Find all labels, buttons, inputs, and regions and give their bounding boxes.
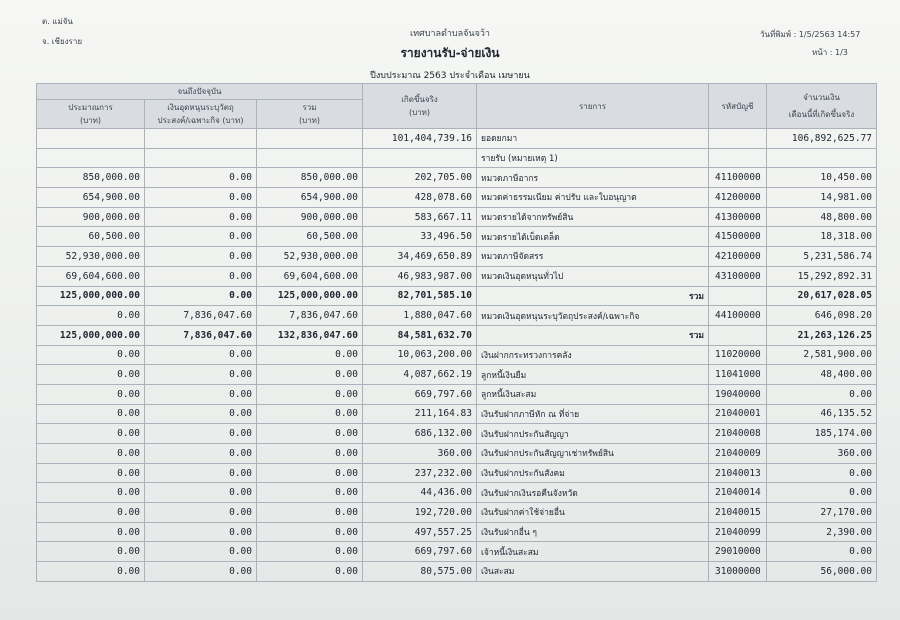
account-code-cell: 41500000 bbox=[709, 227, 767, 247]
budget-cell: 0.00 bbox=[37, 404, 145, 424]
total-cell bbox=[257, 148, 363, 168]
table-row bbox=[37, 404, 877, 424]
municipality-name: เทศบาลตำบลจันจว้า bbox=[410, 29, 490, 39]
budget-cell: 125,000,000.00 bbox=[37, 325, 145, 345]
table-row bbox=[37, 129, 877, 149]
subsidy-cell: 0.00 bbox=[145, 384, 257, 404]
subsidy-cell: 0.00 bbox=[145, 503, 257, 523]
table-row bbox=[37, 542, 877, 562]
amount-cell: 48,800.00 bbox=[767, 207, 877, 227]
total-cell: 52,930,000.00 bbox=[257, 247, 363, 267]
subsidy-cell bbox=[145, 129, 257, 149]
item-cell: เงินรับฝากภาษีหัก ณ ที่จ่าย bbox=[477, 404, 709, 424]
table-row bbox=[37, 463, 877, 483]
subsidy-cell: 0.00 bbox=[145, 562, 257, 582]
amount-cell: 106,892,625.77 bbox=[767, 129, 877, 149]
amount-cell: 0.00 bbox=[767, 483, 877, 503]
subsidy-cell: 0.00 bbox=[145, 404, 257, 424]
account-code-cell: 19040000 bbox=[709, 384, 767, 404]
account-code-cell: 21040001 bbox=[709, 404, 767, 424]
item-cell: เงินสะสม bbox=[477, 562, 709, 582]
subsidy-cell: 0.00 bbox=[145, 286, 257, 306]
total-cell: 0.00 bbox=[257, 345, 363, 365]
total-cell: 69,604,600.00 bbox=[257, 266, 363, 286]
actual-cell: 669,797.60 bbox=[363, 384, 477, 404]
budget-cell: 850,000.00 bbox=[37, 168, 145, 188]
actual-cell: 583,667.11 bbox=[363, 207, 477, 227]
amount-cell: 21,263,126.25 bbox=[767, 325, 877, 345]
item-cell: เงินรับฝากค่าใช้จ่ายอื่น bbox=[477, 503, 709, 523]
actual-cell: 84,581,632.70 bbox=[363, 325, 477, 345]
actual-cell: 80,575.00 bbox=[363, 562, 477, 582]
header-amount-line1: จำนวนเงิน bbox=[803, 93, 840, 102]
total-cell: 60,500.00 bbox=[257, 227, 363, 247]
item-cell: หมวดค่าธรรมเนียม ค่าปรับ และใบอนุญาต bbox=[477, 188, 709, 208]
item-cell: รวม bbox=[477, 286, 709, 306]
header-item: รายการ bbox=[477, 84, 709, 129]
amount-cell: 48,400.00 bbox=[767, 365, 877, 385]
account-code-cell: 41300000 bbox=[709, 207, 767, 227]
subsidy-cell: 0.00 bbox=[145, 483, 257, 503]
actual-cell: 33,496.50 bbox=[363, 227, 477, 247]
total-cell: 7,836,047.60 bbox=[257, 306, 363, 326]
total-cell: 900,000.00 bbox=[257, 207, 363, 227]
amount-cell: 10,450.00 bbox=[767, 168, 877, 188]
budget-cell: 52,930,000.00 bbox=[37, 247, 145, 267]
actual-cell: 428,078.60 bbox=[363, 188, 477, 208]
amount-cell: 2,390.00 bbox=[767, 522, 877, 542]
item-cell: หมวดเงินอุดหนุนทั่วไป bbox=[477, 266, 709, 286]
actual-cell: 46,983,987.00 bbox=[363, 266, 477, 286]
item-cell: ลูกหนี้เงินสะสม bbox=[477, 384, 709, 404]
amount-cell: 2,581,900.00 bbox=[767, 345, 877, 365]
subsidy-cell: 0.00 bbox=[145, 207, 257, 227]
amount-cell bbox=[767, 148, 877, 168]
item-cell: ยอดยกมา bbox=[477, 129, 709, 149]
item-cell: เงินรับฝากอื่น ๆ bbox=[477, 522, 709, 542]
subsidy-cell: 7,836,047.60 bbox=[145, 306, 257, 326]
actual-cell: 360.00 bbox=[363, 444, 477, 464]
actual-cell: 82,701,585.10 bbox=[363, 286, 477, 306]
amount-cell: 0.00 bbox=[767, 463, 877, 483]
total-cell bbox=[257, 129, 363, 149]
account-code-cell: 21040099 bbox=[709, 522, 767, 542]
actual-cell: 686,132.00 bbox=[363, 424, 477, 444]
item-cell: หมวดรายได้เบ็ดเตล็ด bbox=[477, 227, 709, 247]
table-row-total bbox=[37, 286, 877, 306]
report-title: รายงานรับ-จ่ายเงิน bbox=[400, 46, 500, 60]
actual-cell: 101,404,739.16 bbox=[363, 129, 477, 149]
actual-cell: 497,557.25 bbox=[363, 522, 477, 542]
budget-cell: 0.00 bbox=[37, 424, 145, 444]
header-actual: เกิดขึ้นจริง (บาท) bbox=[363, 84, 477, 129]
table-row bbox=[37, 503, 877, 523]
org-province: จ. เชียงราย bbox=[42, 37, 83, 46]
amount-cell: 360.00 bbox=[767, 444, 877, 464]
total-cell: 0.00 bbox=[257, 444, 363, 464]
actual-cell: 192,720.00 bbox=[363, 503, 477, 523]
item-cell: รวม bbox=[477, 325, 709, 345]
total-cell: 0.00 bbox=[257, 562, 363, 582]
table-row bbox=[37, 148, 877, 168]
table-row bbox=[37, 247, 877, 267]
total-cell: 0.00 bbox=[257, 424, 363, 444]
header-subsidy: เงินอุดหนุนระบุวัตถุ ประสงค์/เฉพาะกิจ (บาท) bbox=[145, 100, 257, 129]
table-row bbox=[37, 188, 877, 208]
total-cell: 0.00 bbox=[257, 503, 363, 523]
account-code-cell: 21040008 bbox=[709, 424, 767, 444]
account-code-cell: 21040015 bbox=[709, 503, 767, 523]
budget-cell: 0.00 bbox=[37, 365, 145, 385]
total-cell: 654,900.00 bbox=[257, 188, 363, 208]
page-number: หน้า : 1/3 bbox=[812, 48, 848, 57]
account-code-cell: 11041000 bbox=[709, 365, 767, 385]
total-cell: 0.00 bbox=[257, 463, 363, 483]
subsidy-cell: 0.00 bbox=[145, 266, 257, 286]
actual-cell: 4,087,662.19 bbox=[363, 365, 477, 385]
subsidy-cell: 0.00 bbox=[145, 365, 257, 385]
header-account-code: รหัสบัญชี bbox=[709, 84, 767, 129]
account-code-cell: 21040013 bbox=[709, 463, 767, 483]
account-code-cell: 43100000 bbox=[709, 266, 767, 286]
table-row bbox=[37, 306, 877, 326]
item-cell: หมวดรายได้จากทรัพย์สิน bbox=[477, 207, 709, 227]
budget-cell: 0.00 bbox=[37, 542, 145, 562]
table-row bbox=[37, 345, 877, 365]
total-cell: 850,000.00 bbox=[257, 168, 363, 188]
actual-cell: 669,797.60 bbox=[363, 542, 477, 562]
budget-cell: 69,604,600.00 bbox=[37, 266, 145, 286]
item-cell: เงินรับฝากเงินรอคืนจังหวัด bbox=[477, 483, 709, 503]
budget-cell: 0.00 bbox=[37, 306, 145, 326]
print-date: วันที่พิมพ์ : 1/5/2563 14:57 bbox=[760, 30, 861, 39]
account-code-cell: 41200000 bbox=[709, 188, 767, 208]
account-code-cell bbox=[709, 325, 767, 345]
actual-cell: 34,469,650.89 bbox=[363, 247, 477, 267]
subsidy-cell: 0.00 bbox=[145, 227, 257, 247]
actual-cell: 1,880,047.60 bbox=[363, 306, 477, 326]
table-row bbox=[37, 266, 877, 286]
budget-cell bbox=[37, 148, 145, 168]
total-cell: 0.00 bbox=[257, 522, 363, 542]
subsidy-cell: 0.00 bbox=[145, 247, 257, 267]
actual-cell: 237,232.00 bbox=[363, 463, 477, 483]
item-cell: หมวดภาษีอากร bbox=[477, 168, 709, 188]
amount-cell: 15,292,892.31 bbox=[767, 266, 877, 286]
account-code-cell: 41100000 bbox=[709, 168, 767, 188]
item-cell: หมวดภาษีจัดสรร bbox=[477, 247, 709, 267]
amount-cell: 185,174.00 bbox=[767, 424, 877, 444]
actual-cell: 211,164.83 bbox=[363, 404, 477, 424]
table-row bbox=[37, 444, 877, 464]
subsidy-cell: 0.00 bbox=[145, 444, 257, 464]
subsidy-cell: 0.00 bbox=[145, 463, 257, 483]
table-row bbox=[37, 227, 877, 247]
report-subtitle: ปีงบประมาณ 2563 ประจำเดือน เมษายน bbox=[370, 71, 530, 81]
account-code-cell: 21040009 bbox=[709, 444, 767, 464]
header-amount bbox=[767, 84, 877, 129]
budget-cell: 0.00 bbox=[37, 562, 145, 582]
org-subdistrict: ต. แม่จัน bbox=[42, 17, 73, 26]
total-cell: 0.00 bbox=[257, 404, 363, 424]
account-code-cell: 44100000 bbox=[709, 306, 767, 326]
item-cell: หมวดเงินอุดหนุนระบุวัตถุประสงค์/เฉพาะกิจ bbox=[477, 306, 709, 326]
amount-cell: 14,981.00 bbox=[767, 188, 877, 208]
amount-cell: 20,617,028.05 bbox=[767, 286, 877, 306]
account-code-cell: 31000000 bbox=[709, 562, 767, 582]
budget-cell: 0.00 bbox=[37, 345, 145, 365]
item-cell: เจ้าหนี้เงินสะสม bbox=[477, 542, 709, 562]
subsidy-cell: 7,836,047.60 bbox=[145, 325, 257, 345]
amount-cell: 56,000.00 bbox=[767, 562, 877, 582]
table-row bbox=[37, 207, 877, 227]
amount-cell: 18,318.00 bbox=[767, 227, 877, 247]
amount-cell: 27,170.00 bbox=[767, 503, 877, 523]
table-row-total bbox=[37, 325, 877, 345]
subsidy-cell: 0.00 bbox=[145, 542, 257, 562]
table-row bbox=[37, 562, 877, 582]
subsidy-cell: 0.00 bbox=[145, 168, 257, 188]
table-row bbox=[37, 384, 877, 404]
budget-cell: 654,900.00 bbox=[37, 188, 145, 208]
actual-cell: 44,436.00 bbox=[363, 483, 477, 503]
account-code-cell: 11020000 bbox=[709, 345, 767, 365]
budget-cell: 0.00 bbox=[37, 522, 145, 542]
item-cell: ลูกหนี้เงินยืม bbox=[477, 365, 709, 385]
item-cell: เงินรับฝากประกันสังคม bbox=[477, 463, 709, 483]
item-cell: เงินรับฝากประกันสัญญาเช่าทรัพย์สิน bbox=[477, 444, 709, 464]
actual-cell: 202,705.00 bbox=[363, 168, 477, 188]
account-code-cell bbox=[709, 148, 767, 168]
header-budget: ประมาณการ (บาท) bbox=[37, 100, 145, 129]
item-cell: เงินรับฝากประกันสัญญา bbox=[477, 424, 709, 444]
account-code-cell bbox=[709, 129, 767, 149]
table-row bbox=[37, 483, 877, 503]
account-code-cell: 42100000 bbox=[709, 247, 767, 267]
total-cell: 0.00 bbox=[257, 365, 363, 385]
budget-cell: 0.00 bbox=[37, 444, 145, 464]
header-total: รวม (บาท) bbox=[257, 100, 363, 129]
budget-cell bbox=[37, 129, 145, 149]
subsidy-cell: 0.00 bbox=[145, 522, 257, 542]
budget-cell: 900,000.00 bbox=[37, 207, 145, 227]
header-amount-line2: เดือนนี้ที่เกิดขึ้นจริง bbox=[788, 110, 855, 119]
subsidy-cell: 0.00 bbox=[145, 424, 257, 444]
amount-cell: 5,231,586.74 bbox=[767, 247, 877, 267]
subsidy-cell: 0.00 bbox=[145, 188, 257, 208]
table-row bbox=[37, 522, 877, 542]
item-cell: เงินฝากกระทรวงการคลัง bbox=[477, 345, 709, 365]
budget-cell: 125,000,000.00 bbox=[37, 286, 145, 306]
actual-cell bbox=[363, 148, 477, 168]
budget-cell: 0.00 bbox=[37, 483, 145, 503]
amount-cell: 0.00 bbox=[767, 542, 877, 562]
amount-cell: 646,098.20 bbox=[767, 306, 877, 326]
ledger-body bbox=[37, 129, 877, 582]
header-to-date-group: จนถึงปัจจุบัน bbox=[37, 84, 363, 100]
account-code-cell: 29010000 bbox=[709, 542, 767, 562]
total-cell: 0.00 bbox=[257, 483, 363, 503]
actual-cell: 10,063,200.00 bbox=[363, 345, 477, 365]
item-cell: รายรับ (หมายเหตุ 1) bbox=[477, 148, 709, 168]
table-row bbox=[37, 365, 877, 385]
account-code-cell bbox=[709, 286, 767, 306]
budget-cell: 0.00 bbox=[37, 503, 145, 523]
subsidy-cell bbox=[145, 148, 257, 168]
amount-cell: 0.00 bbox=[767, 384, 877, 404]
table-row bbox=[37, 424, 877, 444]
amount-cell: 46,135.52 bbox=[767, 404, 877, 424]
budget-cell: 60,500.00 bbox=[37, 227, 145, 247]
ledger-table bbox=[36, 83, 877, 582]
total-cell: 0.00 bbox=[257, 384, 363, 404]
budget-cell: 0.00 bbox=[37, 463, 145, 483]
total-cell: 0.00 bbox=[257, 542, 363, 562]
total-cell: 132,836,047.60 bbox=[257, 325, 363, 345]
table-row bbox=[37, 168, 877, 188]
subsidy-cell: 0.00 bbox=[145, 345, 257, 365]
total-cell: 125,000,000.00 bbox=[257, 286, 363, 306]
budget-cell: 0.00 bbox=[37, 384, 145, 404]
account-code-cell: 21040014 bbox=[709, 483, 767, 503]
